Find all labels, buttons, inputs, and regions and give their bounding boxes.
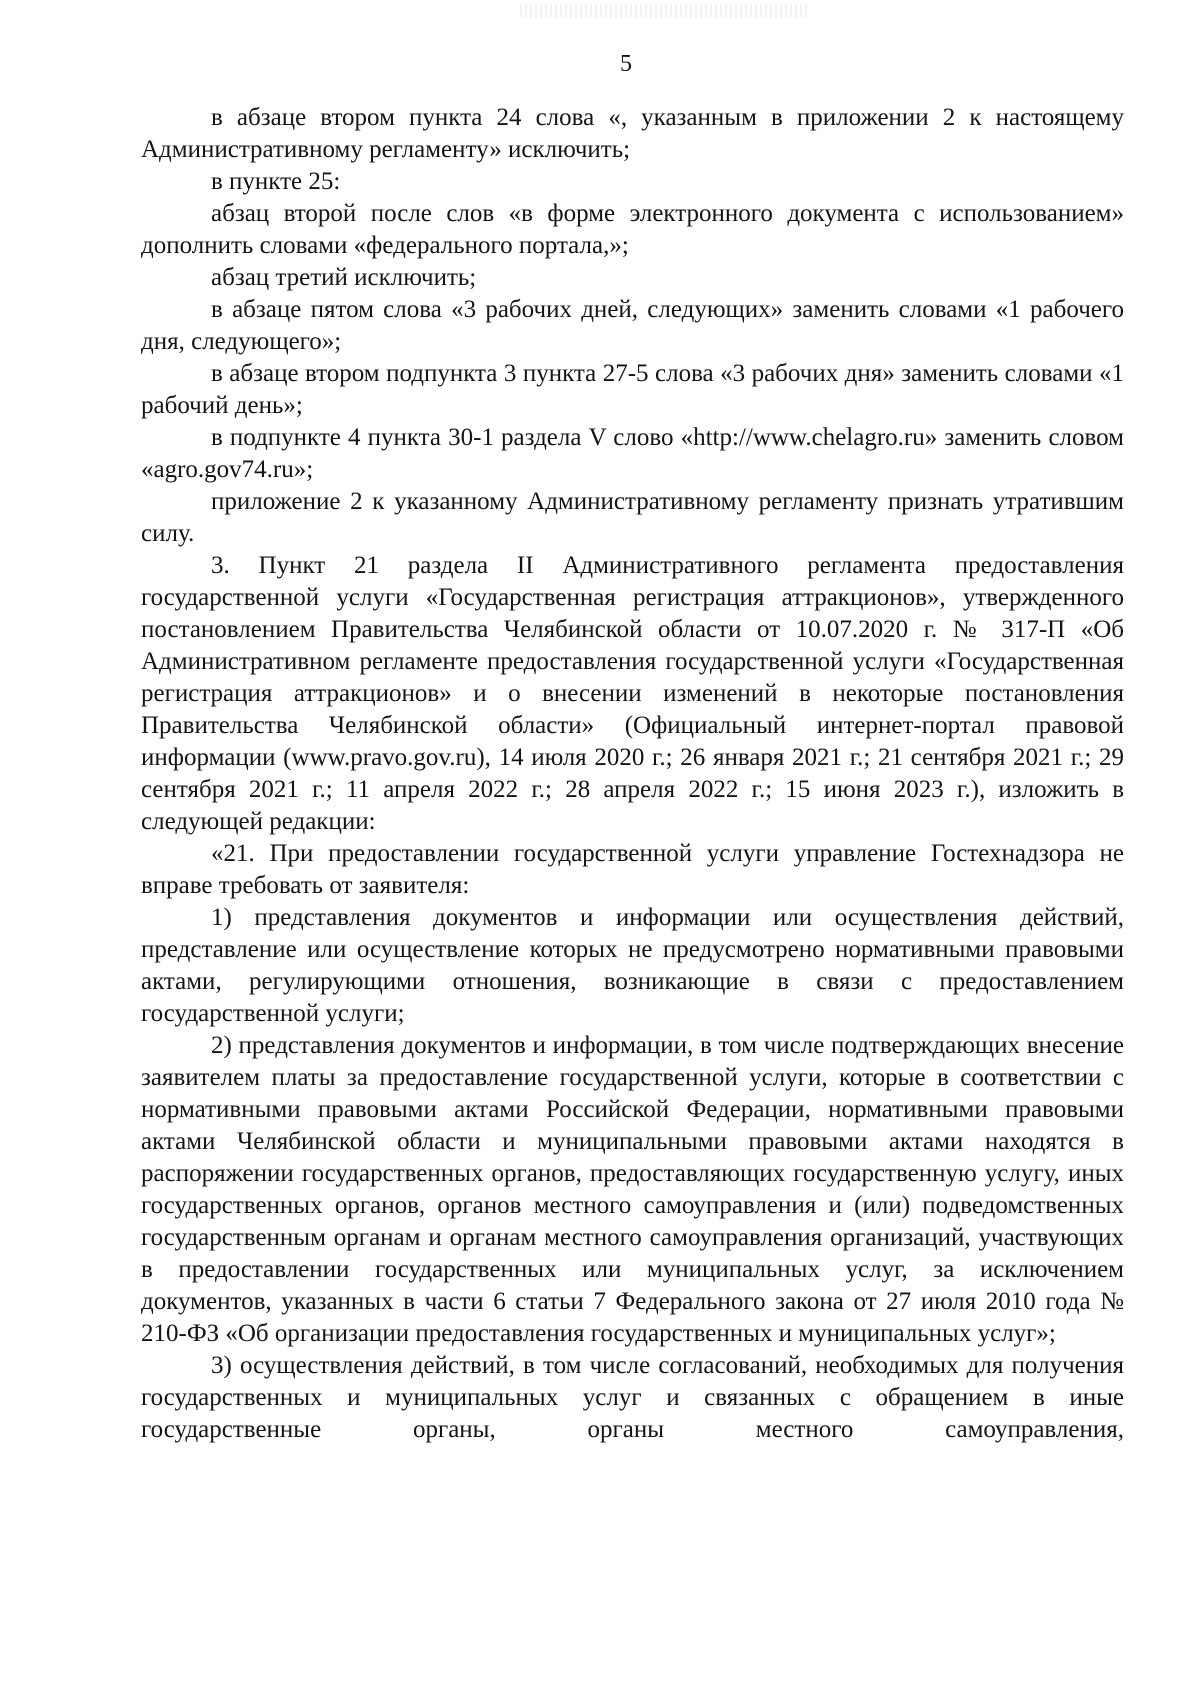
paragraph-abzac-tretiy: абзац третий исключить; xyxy=(211,264,477,291)
paragraph-item-24: в абзаце втором пункта 24 слова «, указанным в приложении 2 к настоящему Административному регламенту» исключить; xyxy=(141,104,1124,163)
paragraph-punkt-30-1: в подпункте 4 пункта 30-1 раздела V слово «http://www.chelagro.ru» заменить словом «agro.gov74.ru»; xyxy=(141,424,1124,483)
page-number: 5 xyxy=(620,51,632,77)
paragraph-abzac-pyatyy: в абзаце пятом слова «3 рабочих дней, следующих» заменить словами «1 рабочего дня, следующего»; xyxy=(141,296,1124,355)
paragraph-item-3: 3. Пункт 21 раздела II Административного регламента предоставления государственной услуги «Государственная регистрация аттракционов», утвержденного постановлением Правительства Челябинской области от 10.07.2020 г. № 317-П «Об Административном регламенте предоставления государственной услуги «Государственная регистрация аттракционов» и о внесении изменений в некоторые постановления Правительства Челябинской области» (Официальный интернет-портал правовой информации (www.pravo.gov.ru), 14 июля 2020 г.; 26 января 2021 г.; 21 сентября 2021 г.; 29 сентября 2021 г.; 11 апреля 2022 г.; 28 апреля 2022 г.; 15 июня 2023 г.), изложить в следующей редакции: xyxy=(141,552,1124,835)
document-body xyxy=(141,102,1124,1446)
paragraph-abzac-vtoroy: абзац второй после слов «в форме электронного документа с использованием» дополнить словами «федерального портала,»; xyxy=(141,200,1124,259)
paragraph-item-21: «21. При предоставлении государственной услуги управление Гостехнадзора не вправе требовать от заявителя: xyxy=(141,840,1124,899)
paragraph-item-25-heading: в пункте 25: xyxy=(211,168,341,195)
paragraph-punkt-27-5: в абзаце втором подпункта 3 пункта 27-5 слова «3 рабочих дня» заменить словами «1 рабочий день»; xyxy=(141,360,1124,419)
paragraph-subitem-2: 2) представления документов и информации, в том числе подтверждающих внесение заявителем платы за предоставление государственной услуги, которые в соответствии с нормативными правовыми актами Российской Федерации, нормативными правовыми актами Челябинской области и муниципальными правовыми актами находятся в распоряжении государственных органов, предоставляющих государственную услугу, иных государственных органов, органов местного самоуправления и (или) подведомственных государственным органам и органам местного самоуправления организаций, участвующих в предоставлении государственных или муниципальных услуг, за исключением документов, указанных в части 6 статьи 7 Федерального закона от 27 июля 2010 года № 210-ФЗ «Об организации предоставления государственных и муниципальных услуг»; xyxy=(141,1032,1124,1347)
scan-artifact xyxy=(520,4,810,18)
paragraph-subitem-1: 1) представления документов и информации или осуществления действий, представление или осуществление которых не предусмотрено нормативными правовыми актами, регулирующими отношения, возникающие в связи с предоставлением государственной услуги; xyxy=(141,904,1124,1027)
paragraph-subitem-3: 3) осуществления действий, в том числе согласований, необходимых для получения государственных и муниципальных услуг и связанных с обращением в иные государственные органы, органы местного самоуправления, xyxy=(141,1352,1124,1443)
paragraph-prilozhenie-2: приложение 2 к указанному Административному регламенту признать утратившим силу. xyxy=(141,488,1124,547)
